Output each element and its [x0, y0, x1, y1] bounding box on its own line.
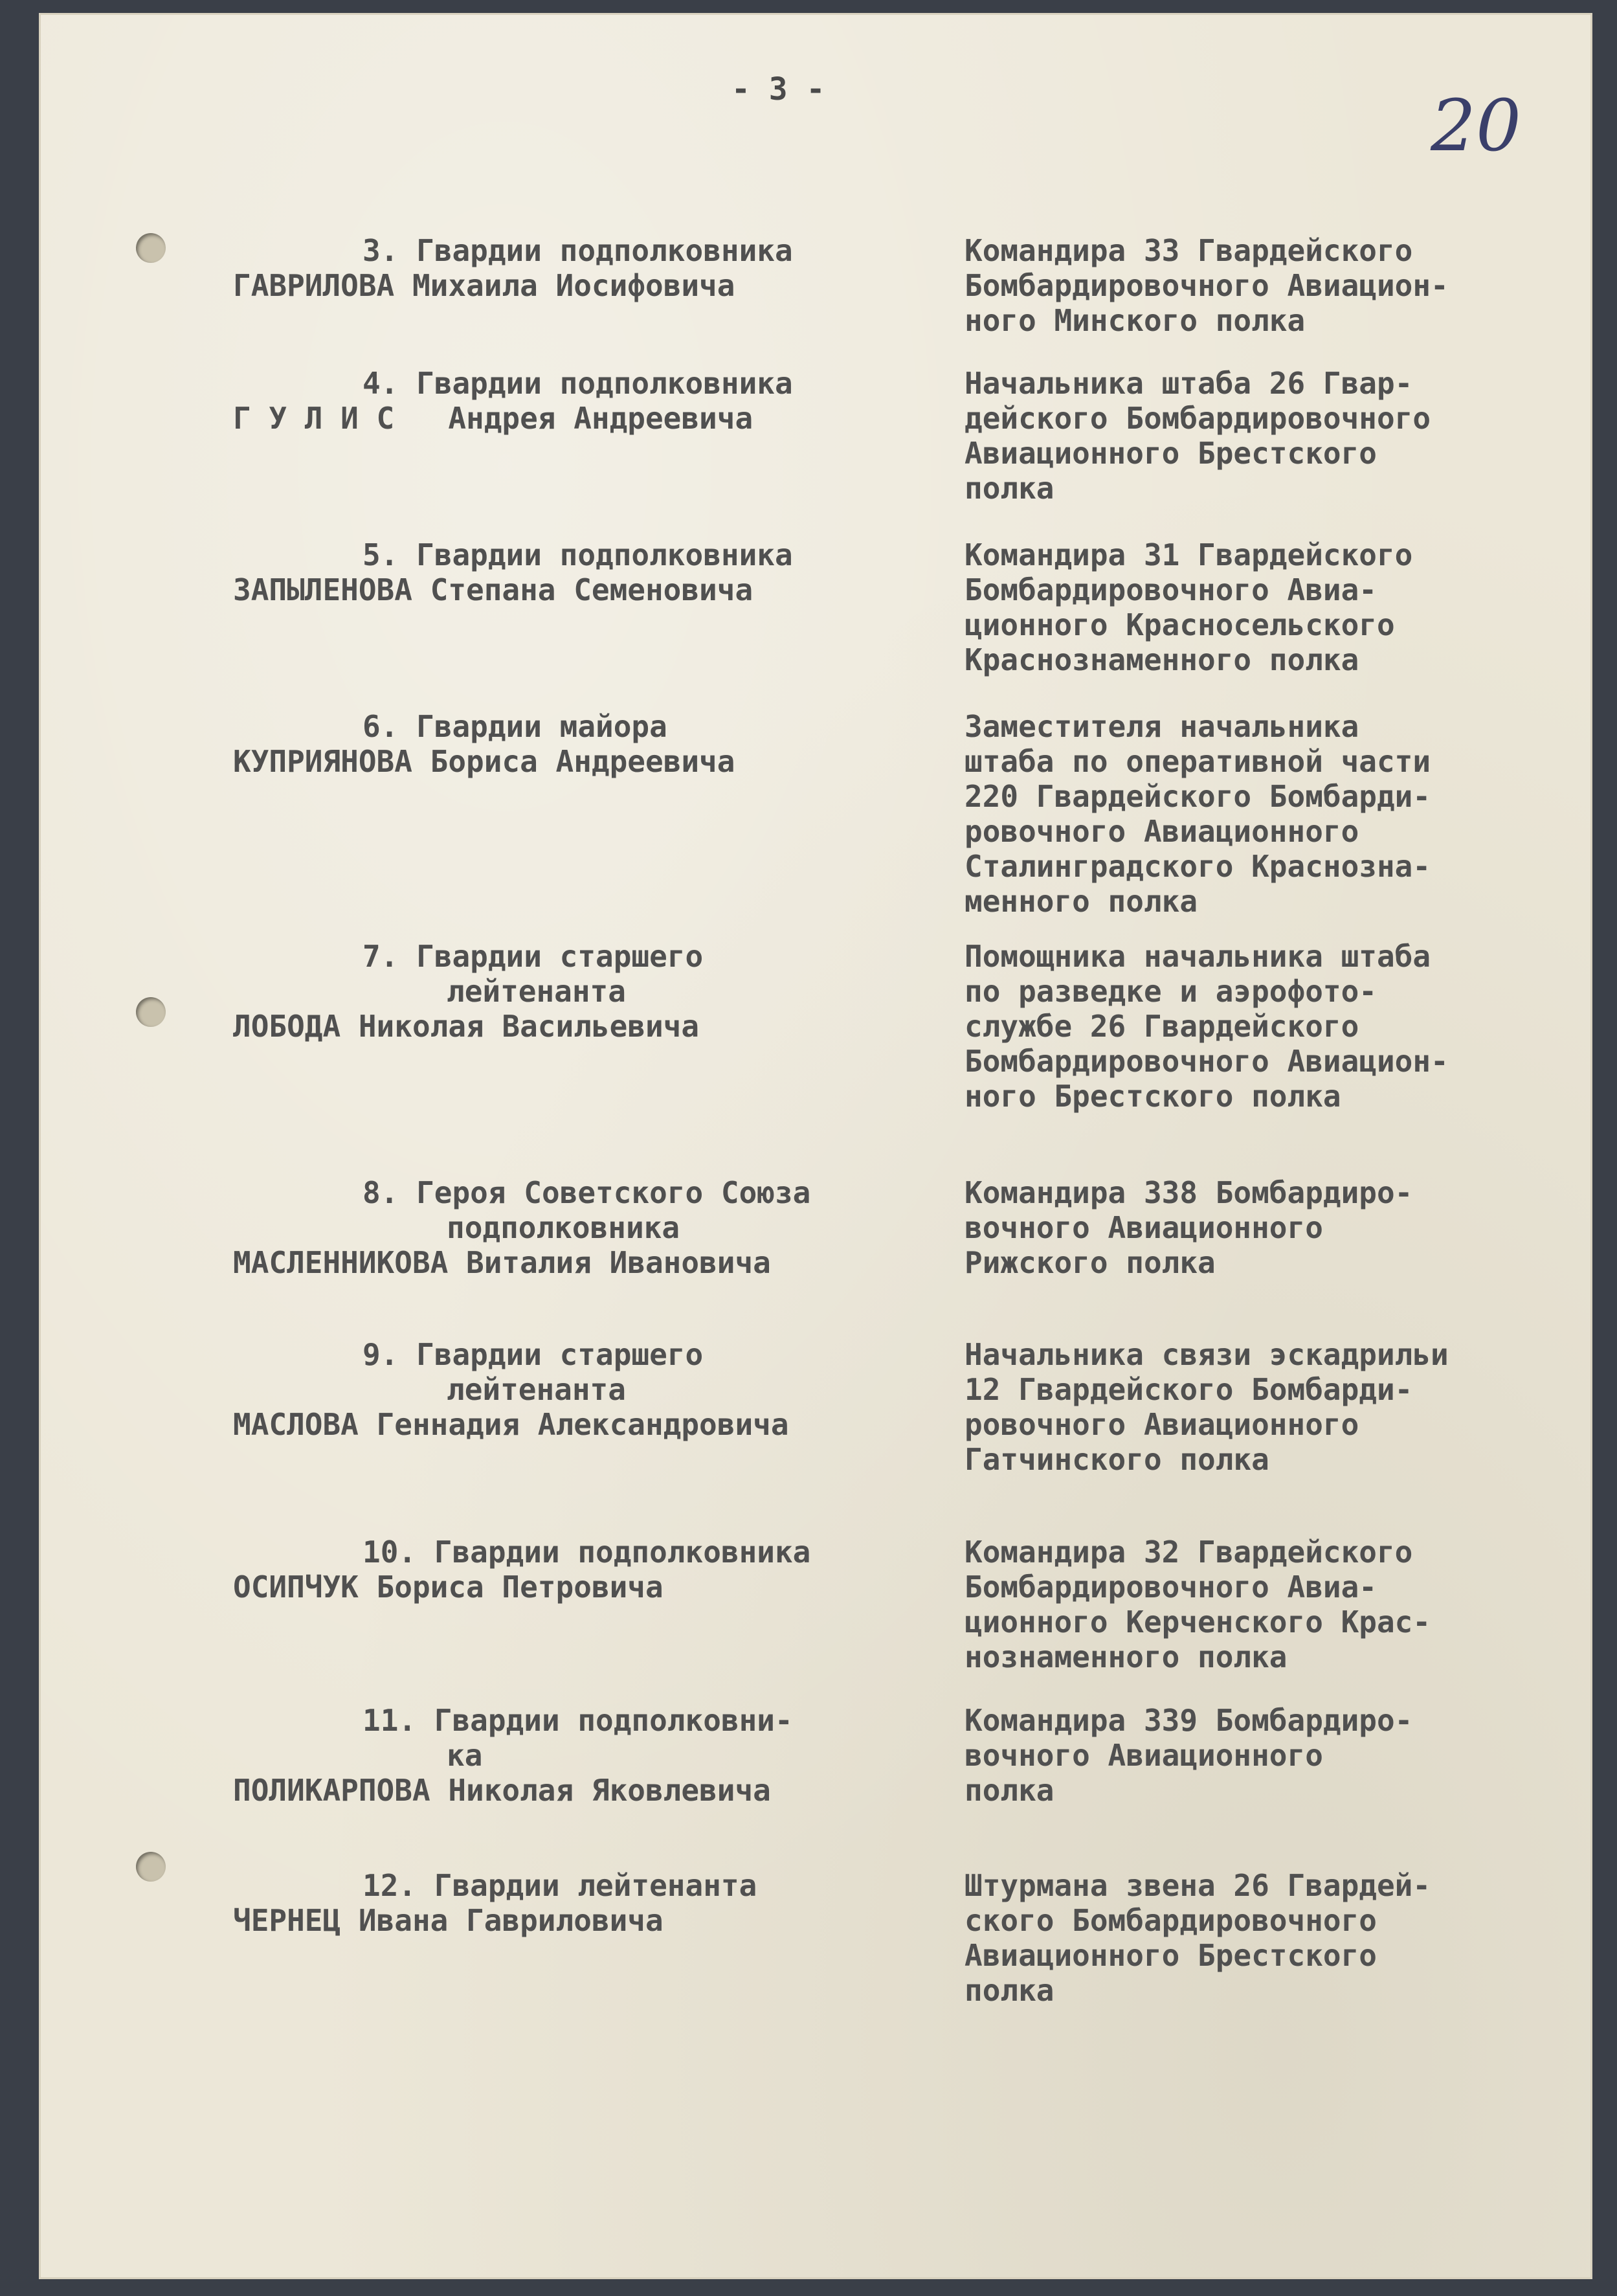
entry-position [965, 1337, 1599, 1477]
entry-rank-continuation: ка [447, 1738, 483, 1773]
position-line: вочного Авиационного [965, 1210, 1323, 1245]
entry-name: ОСИПЧУК Бориса Петровича [233, 1570, 664, 1604]
position-line: полка [965, 1973, 1054, 2008]
position-line: Сталинградского Краснозна- [965, 849, 1431, 884]
position-line: дейского Бомбардировочного [965, 401, 1431, 436]
entry-position [965, 1868, 1599, 2008]
entry-position [965, 1703, 1599, 1808]
punch-hole-icon [136, 233, 166, 263]
entry-rank: 9. Гвардии старшего [362, 1337, 704, 1372]
position-line: Начальника связи эскадрильи [965, 1337, 1449, 1372]
position-line: Авиационного Брестского [965, 436, 1377, 471]
entry-rank-name [233, 1175, 977, 1280]
entry-rank: 10. Гвардии подполковника [362, 1535, 811, 1570]
position-line: Командира 338 Бомбардиро- [965, 1175, 1413, 1210]
entry-position [965, 1175, 1599, 1280]
entry-name: Г У Л И С Андрея Андреевича [233, 401, 753, 436]
punch-hole-icon [136, 997, 166, 1027]
entry-rank: 11. Гвардии подполковни- [362, 1703, 793, 1738]
entry-rank: 8. Героя Советского Союза [362, 1175, 811, 1210]
position-line: ровочного Авиационного [965, 814, 1359, 849]
entry-position [965, 233, 1599, 338]
entry-rank-continuation: лейтенанта [447, 974, 626, 1009]
entry-name: ЗАПЫЛЕНОВА Степана Семеновича [233, 572, 753, 607]
position-line: Штурмана звена 26 Гвардей- [965, 1868, 1431, 1903]
entry-rank-name [233, 366, 977, 436]
position-line: Бомбардировочного Авиа- [965, 1570, 1377, 1604]
position-line: полка [965, 471, 1054, 506]
position-line: ского Бомбардировочного [965, 1903, 1377, 1938]
position-line: ровочного Авиационного [965, 1407, 1359, 1442]
entry-position [965, 537, 1599, 677]
page-number: - 3 - [731, 71, 825, 107]
position-line: Командира 31 Гвардейского [965, 537, 1413, 572]
position-line: Рижского полка [965, 1245, 1216, 1280]
position-line: Гатчинского полка [965, 1442, 1269, 1477]
entry-rank-name [233, 939, 977, 1044]
entry-name: КУПРИЯНОВА Бориса Андреевича [233, 744, 735, 779]
entry-name: ГАВРИЛОВА Михаила Иосифовича [233, 268, 735, 303]
entry-rank-name [233, 709, 977, 779]
position-line: Бомбардировочного Авиацион- [965, 268, 1449, 303]
entry-position [965, 1535, 1599, 1674]
position-line: Командира 32 Гвардейского [965, 1535, 1413, 1570]
position-line: Заместителя начальника [965, 709, 1359, 744]
entry-name: ЧЕРНЕЦ Ивана Гавриловича [233, 1903, 664, 1938]
entry-rank: 7. Гвардии старшего [362, 939, 704, 974]
document-page [39, 13, 1592, 2279]
position-line: 12 Гвардейского Бомбарди- [965, 1372, 1413, 1407]
position-line: менного полка [965, 884, 1198, 919]
entry-position [965, 709, 1599, 919]
entry-rank-name [233, 1868, 977, 1938]
entry-rank-name [233, 537, 977, 607]
position-line: полка [965, 1773, 1054, 1808]
position-line: ного Минского полка [965, 303, 1306, 338]
entry-position [965, 366, 1599, 506]
position-line: Помощника начальника штаба [965, 939, 1431, 974]
position-line: Командира 339 Бомбардиро- [965, 1703, 1413, 1738]
position-line: нознаменного полка [965, 1639, 1288, 1674]
entry-name: МАСЛОВА Геннадия Александровича [233, 1407, 789, 1442]
archive-handwritten-number: 20 [1431, 84, 1521, 167]
position-line: ционного Керченского Крас- [965, 1604, 1431, 1639]
position-line: штаба по оперативной части [965, 744, 1431, 779]
entry-position [965, 939, 1599, 1114]
entry-rank-name [233, 1535, 977, 1604]
entry-rank-name [233, 233, 977, 303]
entry-rank: 3. Гвардии подполковника [362, 233, 793, 268]
position-line: 220 Гвардейского Бомбарди- [965, 779, 1431, 814]
position-line: по разведке и аэрофото- [965, 974, 1377, 1009]
entry-rank: 12. Гвардии лейтенанта [362, 1868, 757, 1903]
position-line: службе 26 Гвардейского [965, 1009, 1359, 1044]
entry-rank: 5. Гвардии подполковника [362, 537, 793, 572]
entry-rank-continuation: лейтенанта [447, 1372, 626, 1407]
position-line: Авиационного Брестского [965, 1938, 1377, 1973]
position-line: ционного Красносельского [965, 607, 1395, 642]
entry-rank-name [233, 1337, 977, 1442]
entry-name: ЛОБОДА Николая Васильевича [233, 1009, 700, 1044]
entry-name: ПОЛИКАРПОВА Николая Яковлевича [233, 1773, 771, 1808]
punch-hole-icon [136, 1852, 166, 1882]
entry-rank: 6. Гвардии майора [362, 709, 667, 744]
position-line: Краснознаменного полка [965, 642, 1359, 677]
position-line: Бомбардировочного Авиа- [965, 572, 1377, 607]
position-line: Начальника штаба 26 Гвар- [965, 366, 1413, 401]
entry-rank-name [233, 1703, 977, 1808]
position-line: вочного Авиационного [965, 1738, 1323, 1773]
position-line: Командира 33 Гвардейского [965, 233, 1413, 268]
entry-rank: 4. Гвардии подполковника [362, 366, 793, 401]
position-line: ного Брестского полка [965, 1079, 1341, 1114]
entry-rank-continuation: подполковника [447, 1210, 680, 1245]
entry-name: МАСЛЕННИКОВА Виталия Ивановича [233, 1245, 771, 1280]
position-line: Бомбардировочного Авиацион- [965, 1044, 1449, 1079]
